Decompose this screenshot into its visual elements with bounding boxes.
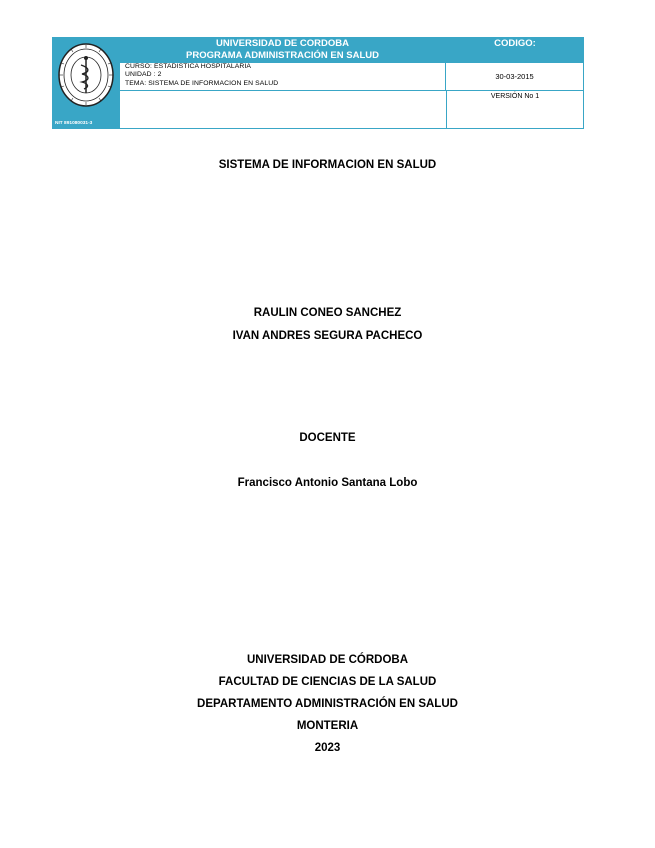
course-info xyxy=(119,63,446,91)
course-line: CURSO: ESTADISTICA HOSPITALARIA xyxy=(125,63,251,70)
header-title xyxy=(119,37,446,63)
institution-line: DEPARTAMENTO ADMINISTRACIÓN EN SALUD xyxy=(197,698,458,710)
code-label: CODIGO: xyxy=(446,37,584,63)
topic-line: TEMA: SISTEMA DE INFORMACION EN SALUD xyxy=(125,79,279,87)
institution-line: 2023 xyxy=(314,742,341,754)
university-name: UNIVERSIDAD DE CORDOBA xyxy=(215,38,349,49)
blank-cell xyxy=(119,91,446,129)
author-name: IVAN ANDRES SEGURA PACHECO xyxy=(232,330,423,342)
unit-line: UNIDAD : 2 xyxy=(125,71,162,79)
institution-line: MONTERIA xyxy=(296,720,359,732)
document-header xyxy=(52,37,584,129)
header-date: 30-03-2015 xyxy=(446,63,584,91)
teacher-name: Francisco Antonio Santana Lobo xyxy=(237,477,418,489)
author-name: RAULIN CONEO SANCHEZ xyxy=(253,307,402,319)
document-title: SISTEMA DE INFORMACION EN SALUD xyxy=(218,159,437,171)
teacher-label: DOCENTE xyxy=(299,432,356,444)
institution-line: FACULTAD DE CIENCIAS DE LA SALUD xyxy=(218,676,437,688)
university-seal-icon xyxy=(57,41,115,109)
institution-line: UNIVERSIDAD DE CÓRDOBA xyxy=(246,654,408,666)
program-name: PROGRAMA ADMINISTRACIÓN EN SALUD xyxy=(186,50,379,61)
logo-cell xyxy=(52,37,119,129)
version-label: VERSIÓN No 1 xyxy=(446,91,584,129)
nit-number: NIT 891080031-3 xyxy=(55,121,93,126)
